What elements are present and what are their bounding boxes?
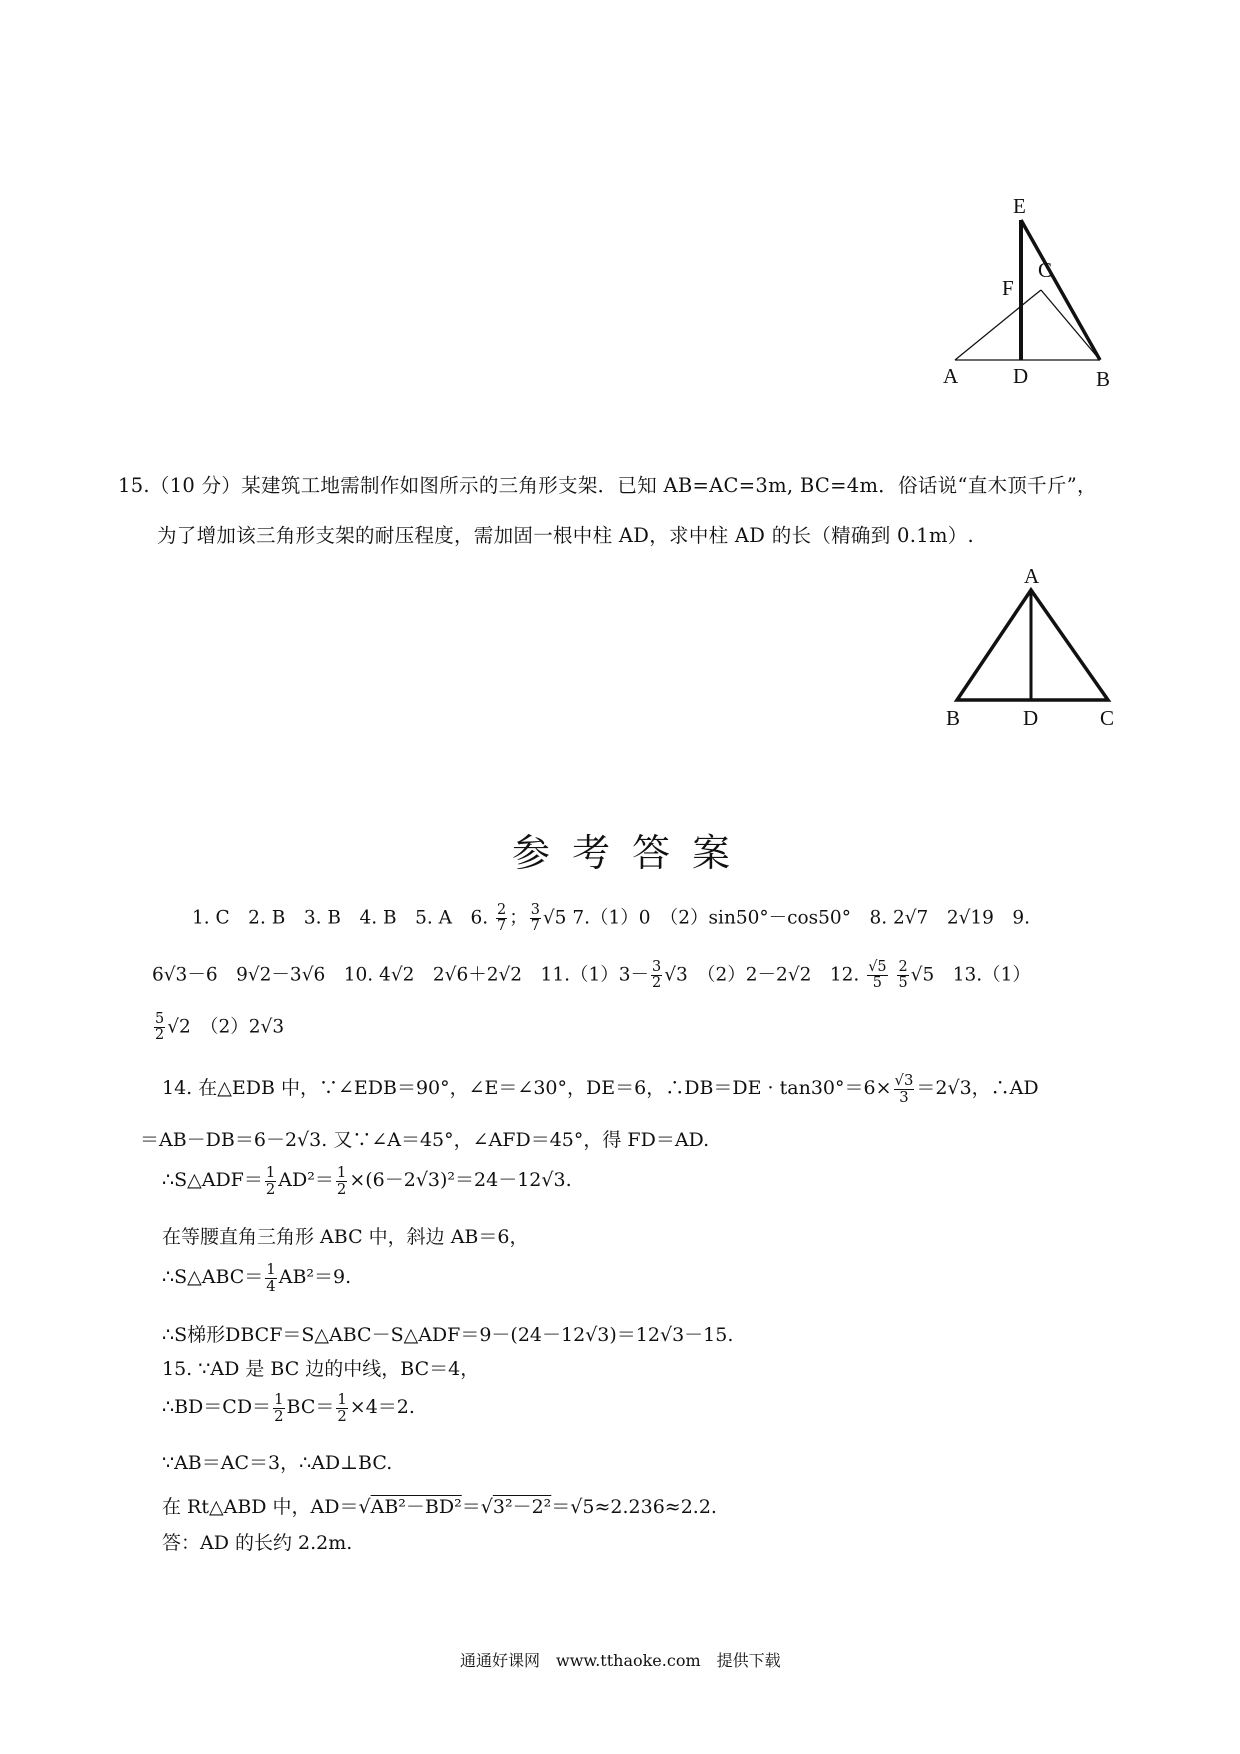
label-a: A — [1024, 564, 1040, 588]
label-c: C — [1100, 706, 1115, 730]
denominator: 2 — [155, 1027, 165, 1044]
answers-row-3 — [152, 1012, 284, 1043]
fraction — [897, 960, 908, 991]
solution-14-line1 — [162, 1073, 1039, 1105]
triangle-figure-abc — [945, 564, 1125, 730]
numerator: 3 — [530, 902, 540, 918]
numerator: 2 — [497, 902, 507, 918]
label-d: D — [1013, 364, 1029, 388]
radical: √5 — [542, 907, 567, 929]
solution-14-line4: 在等腰直角三角形 ABC 中，斜边 AB＝6， — [162, 1226, 529, 1248]
denominator: 2 — [336, 1180, 347, 1198]
text: ∴BD＝CD＝ — [162, 1396, 272, 1419]
answers-row1-text-a: 1. C 2. B 3. B 4. B 5. A 6. — [192, 907, 489, 929]
fraction — [651, 960, 662, 991]
question-15-line1: 15.（10 分）某建筑工地需制作如图所示的三角形支架．已知 AB=AC=3m, BC=4m．俗话说“直木顶千斤”， — [118, 474, 1097, 497]
numerator: 1 — [274, 1391, 284, 1408]
radicand: AB²－BD² — [370, 1496, 462, 1518]
text: ×4＝2. — [349, 1396, 415, 1419]
segment-eb — [1021, 220, 1100, 360]
answers-row3-text: √2 （2）2√3 — [167, 1016, 285, 1038]
question-15-line2: 为了增加该三角形支架的耐压程度，需加固一根中柱 AD，求中柱 AD 的长（精确到 0.1m）. — [157, 524, 975, 547]
denominator: 2 — [274, 1407, 284, 1425]
answers-row1-text-b: 7.（1）0 （2）sin50°－cos50° 8. 2√7 2√19 9. — [572, 907, 1031, 929]
solution-15-line2 — [162, 1392, 415, 1424]
answers-row-1 — [192, 903, 1030, 934]
fraction — [265, 1262, 276, 1294]
solution-14-line6: ∴S梯形DBCF＝S△ABC－S△ADF＝9－(24－12√3)＝12√3－15. — [162, 1324, 734, 1346]
text: AD²＝ — [278, 1169, 334, 1192]
fraction — [530, 903, 541, 934]
fraction — [867, 960, 887, 991]
radicand: 3²－2² — [492, 1496, 552, 1518]
answers-row2-text-b: √3 （2）2－2√2 12. — [664, 964, 860, 986]
fraction — [496, 903, 507, 934]
fraction — [336, 1392, 347, 1424]
denominator: 7 — [530, 918, 540, 935]
answers-title: 参考答案 — [512, 831, 753, 875]
solution-15-line3: ∵AB＝AC＝3，∴AD⊥BC. — [162, 1452, 393, 1474]
solution-15-line5: 答：AD 的长约 2.2m. — [162, 1532, 353, 1554]
denominator: 4 — [266, 1277, 276, 1295]
label-e: E — [1013, 194, 1026, 218]
label-b: B — [946, 706, 961, 730]
separator: ； — [509, 907, 528, 929]
solution-14-line5 — [162, 1262, 351, 1294]
solution-14-line2: ＝AB－DB＝6－2√3. 又∵∠A＝45°，∠AFD＝45°，得 FD＝AD. — [140, 1129, 710, 1151]
answers-row2-text-a: 6√3－6 9√2－3√6 10. 4√2 2√6＋2√2 11.（1）3－ — [152, 964, 650, 986]
denominator: 2 — [337, 1407, 347, 1425]
triangle-figure-edb — [940, 195, 1120, 395]
fraction — [265, 1165, 276, 1197]
solution-15-line1: 15. ∵AD 是 BC 边的中线，BC＝4， — [162, 1358, 480, 1380]
denominator: 2 — [652, 975, 662, 992]
numerator: √5 — [868, 959, 887, 975]
text: AB²＝9. — [278, 1266, 352, 1289]
numerator: 1 — [336, 1164, 347, 1181]
fraction — [273, 1392, 284, 1424]
text: ∴S△ABC＝ — [162, 1266, 264, 1289]
text: 在 Rt△ABD 中，AD＝√ — [162, 1496, 371, 1518]
label-a: A — [943, 364, 959, 388]
denominator: 2 — [265, 1180, 276, 1198]
solution-14-line3 — [162, 1165, 572, 1197]
text: ×(6－2√3)²＝24－12√3. — [349, 1169, 572, 1192]
text: ＝√ — [461, 1496, 493, 1518]
text: ∴S△ADF＝ — [162, 1169, 263, 1192]
fraction — [154, 1012, 165, 1043]
label-b: B — [1096, 367, 1111, 391]
denominator: 5 — [872, 975, 882, 992]
numerator: 1 — [337, 1391, 347, 1408]
label-f: F — [1002, 276, 1014, 300]
denominator: 7 — [497, 918, 507, 935]
denominator: 5 — [898, 975, 908, 992]
numerator: 3 — [652, 959, 662, 975]
solution-15-line4 — [162, 1492, 717, 1519]
denominator: 3 — [899, 1088, 909, 1106]
segment-fc — [1031, 290, 1041, 298]
numerator: 1 — [265, 1164, 276, 1181]
text: ＝2√3，∴AD — [916, 1077, 1039, 1100]
label-c: C — [1038, 258, 1053, 282]
numerator: 5 — [155, 1011, 165, 1027]
answers-row-2 — [152, 960, 1031, 991]
segment-cb — [1041, 290, 1100, 360]
text: ＝√5≈2.236≈2.2. — [551, 1496, 717, 1518]
answers-row2-text-c: √5 13.（1） — [910, 964, 1031, 986]
fraction — [894, 1073, 915, 1105]
text: 14. 在△EDB 中，∵∠EDB＝90°，∠E＝∠30°，DE＝6，∴DB＝DE · tan30°＝6× — [162, 1077, 892, 1100]
label-d: D — [1023, 706, 1039, 730]
numerator: √3 — [894, 1072, 914, 1089]
numerator: 2 — [898, 959, 908, 975]
numerator: 1 — [266, 1261, 276, 1278]
text: BC＝ — [286, 1396, 335, 1419]
page-footer: 通通好课网 www.tthaoke.com 提供下载 — [460, 1651, 781, 1670]
fraction — [336, 1165, 347, 1197]
